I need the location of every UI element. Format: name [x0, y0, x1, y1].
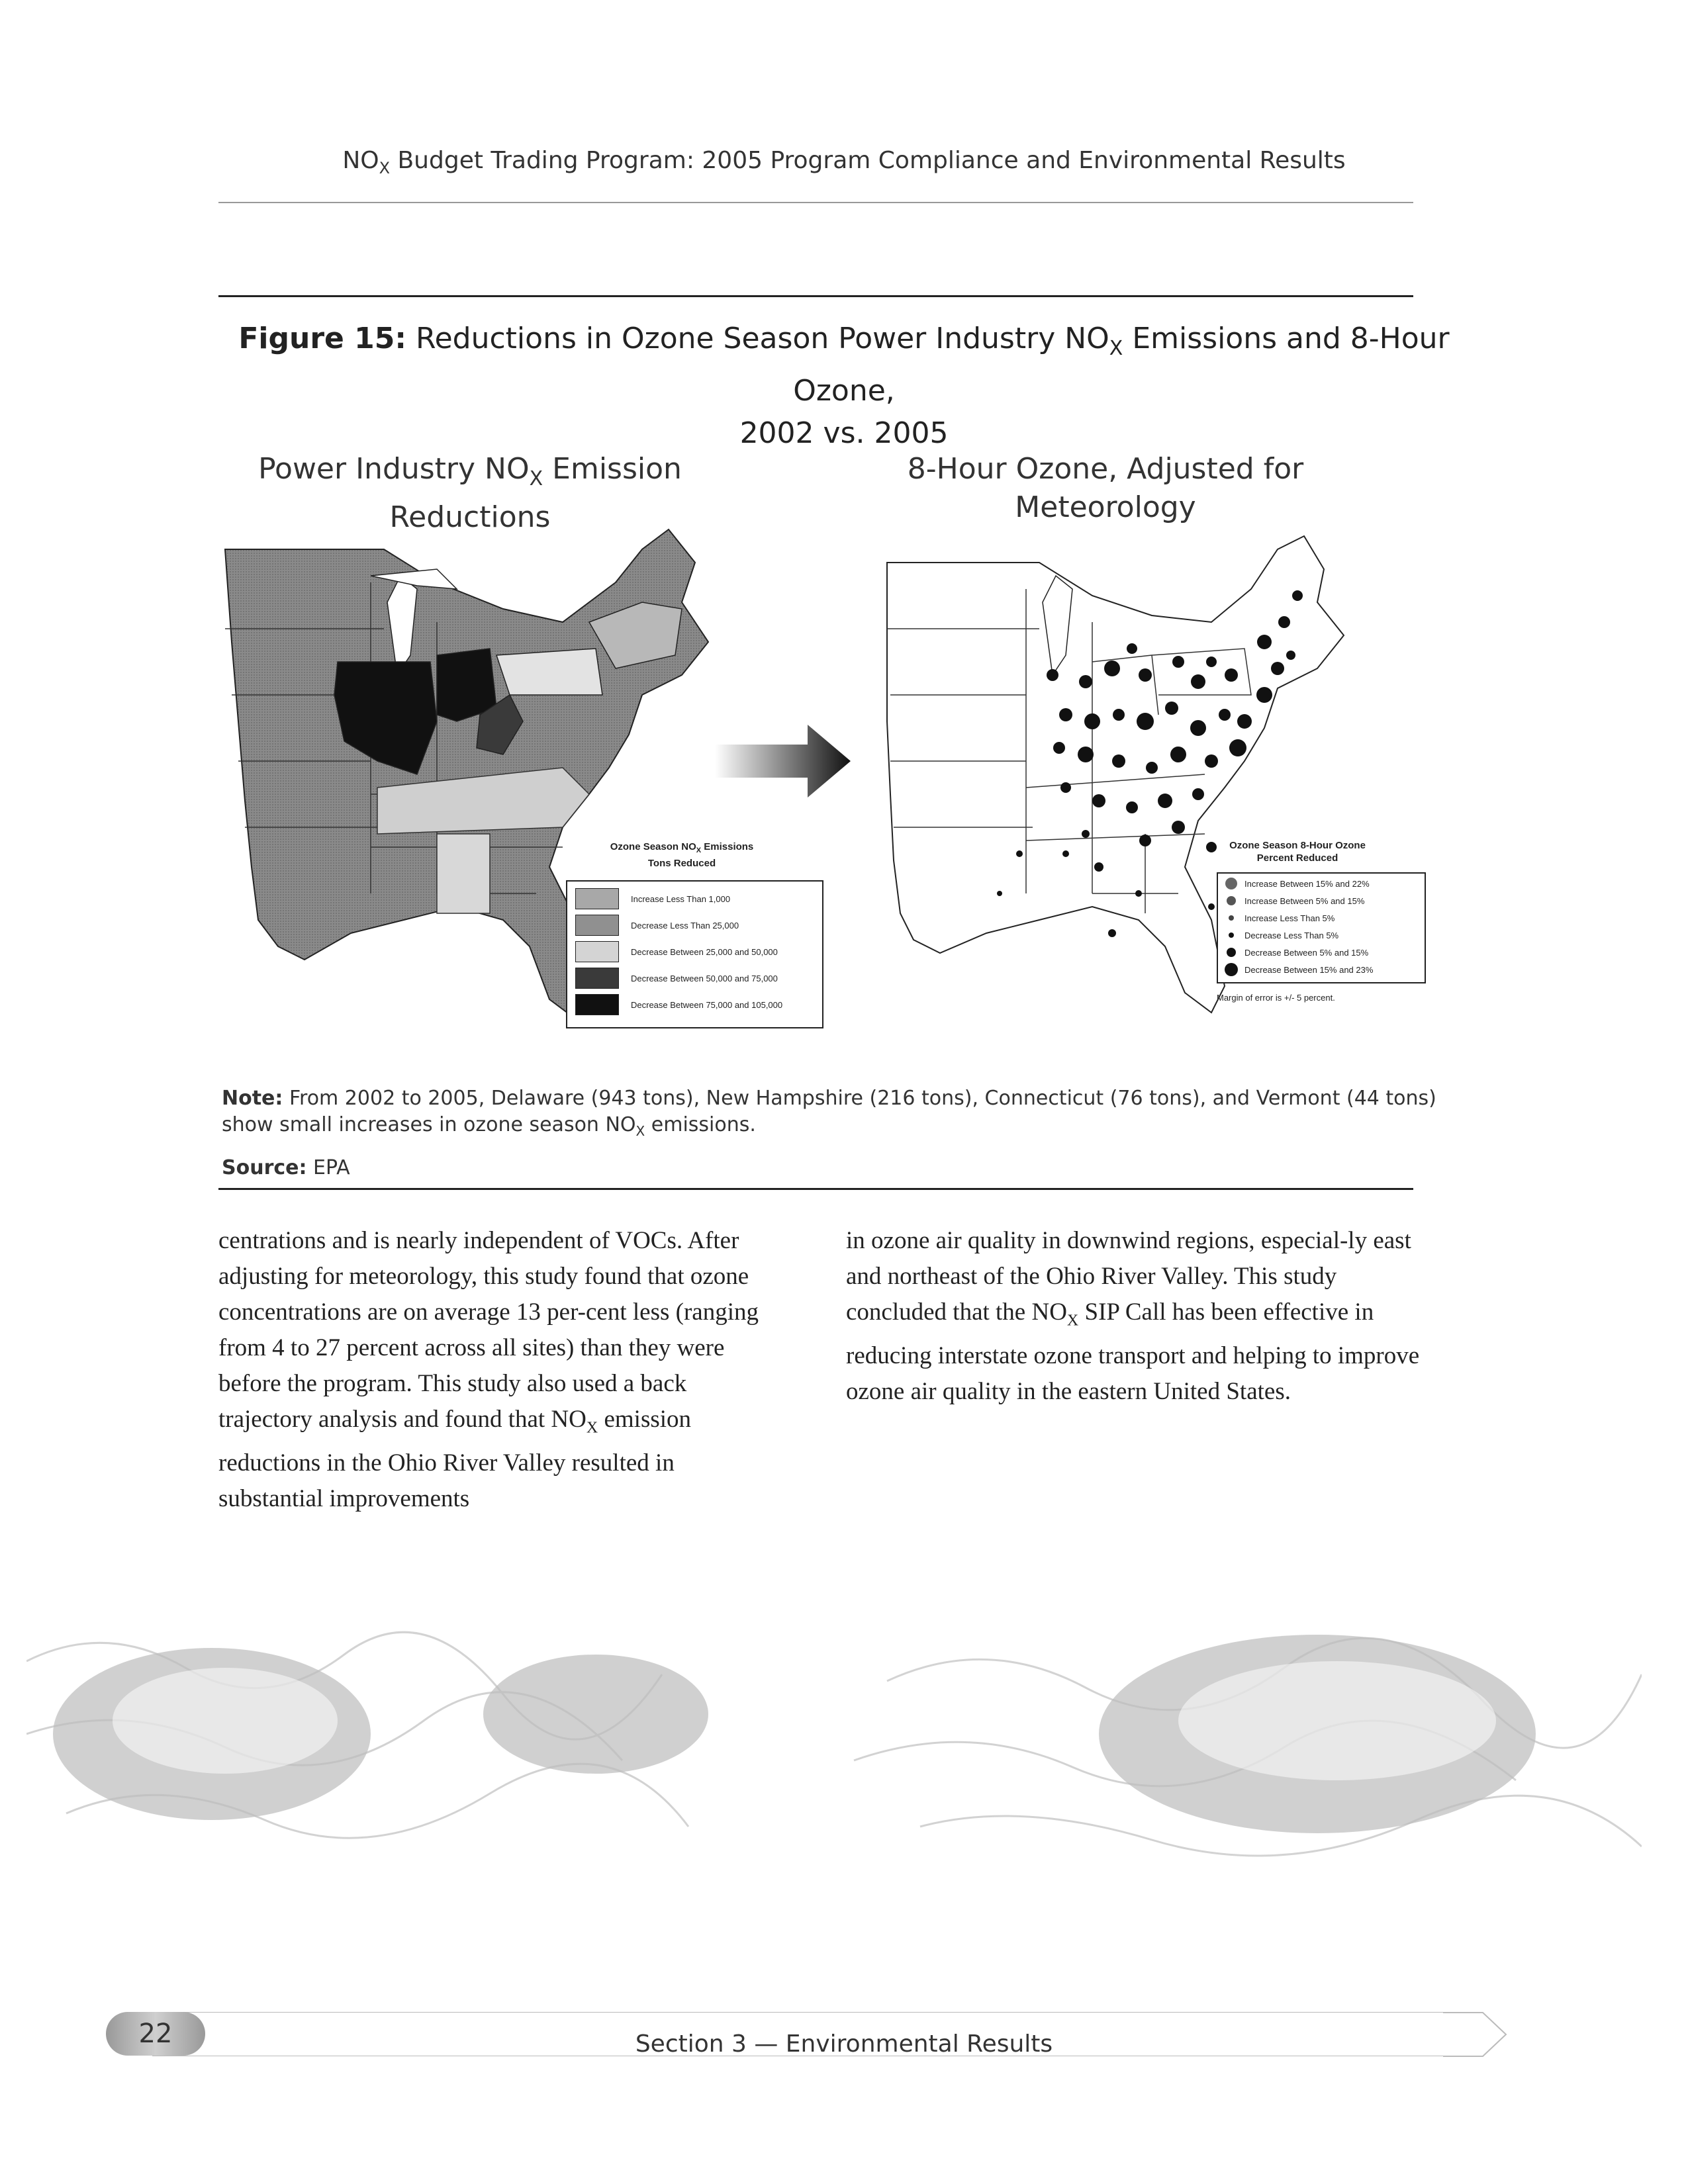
figure-bottom-rule [218, 1188, 1413, 1190]
legend-dot [1218, 933, 1244, 938]
header-title-sub: X [379, 159, 391, 178]
header-divider [218, 202, 1413, 203]
header-title-pre: NO [342, 147, 379, 174]
left-caption-line2: Reductions [389, 500, 551, 534]
source-label: Source: [222, 1156, 307, 1179]
right-legend-title [1198, 839, 1397, 864]
left-legend-title [569, 841, 794, 870]
right-legend-item [1218, 927, 1425, 944]
right-legend-item [1218, 892, 1425, 909]
running-header [0, 147, 1688, 177]
page-number: 22 [106, 2012, 205, 2056]
legend-label: Decrease Between 5% and 15% [1244, 947, 1369, 958]
left-legend-title-sub: X [696, 846, 702, 854]
col1-text-b: emission reductions in the Ohio River Valley resulted in substantial improvements [218, 1406, 692, 1513]
legend-label: Decrease Between 75,000 and 105,000 [631, 999, 783, 1010]
left-caption-sub: X [529, 467, 543, 490]
right-legend-title-line2: Percent Reduced [1256, 852, 1338, 864]
right-caption-line1: 8-Hour Ozone, Adjusted for [907, 452, 1304, 486]
left-caption-post: Emission [543, 452, 682, 486]
right-caption-line2: Meteorology [1015, 490, 1196, 524]
left-legend-title-post: Emissions [701, 841, 754, 852]
legend-label: Increase Less Than 5% [1244, 913, 1335, 923]
legend-dot [1218, 948, 1244, 957]
source-text: EPA [306, 1156, 350, 1179]
source-line [222, 1155, 1479, 1181]
note-text-pre: From 2002 to 2005, Delaware (943 tons), New Hampshire (216 tons), Connecticut (76 tons), and Vermont (44 tons) show small increases in ozone season NO [222, 1087, 1436, 1136]
col1-sub: X [586, 1419, 598, 1437]
legend-label: Decrease Between 50,000 and 75,000 [631, 973, 778, 983]
header-title-post: Budget Trading Program: 2005 Program Compliance and Environmental Results [390, 147, 1346, 174]
left-legend-item [567, 912, 822, 938]
legend-dot [1218, 896, 1244, 905]
left-legend-item [567, 965, 822, 991]
figure-note [222, 1085, 1479, 1181]
right-legend [1217, 872, 1426, 983]
footer-section: Section 3 — Environmental Results [635, 2030, 1053, 2058]
legend-label: Decrease Between 15% and 23% [1244, 964, 1374, 975]
figure-top-rule [218, 295, 1413, 297]
legend-swatch [575, 888, 619, 909]
col1-text-a: centrations and is nearly independent of VOCs. After adjusting for meteorology, this study found that ozone concentrations are on average 13 per-cent less (ranging from 4 to 27 percent across all sites) than they were before the program. This study also used a back trajectory analysis and found that NO [218, 1227, 759, 1433]
legend-swatch [575, 968, 619, 989]
right-legend-item [1218, 961, 1425, 978]
col2-text-a: in ozone air quality in downwind regions, especial-ly east and northeast of the Ohio River Valley. This study concluded that the NO [846, 1227, 1411, 1326]
col2-text-b: SIP Call has been effective in reducing interstate ozone transport and helping to improve ozone air quality in the eastern United States. [846, 1298, 1420, 1406]
legend-dot [1218, 915, 1244, 921]
figure-title-post: Emissions and 8-Hour Ozone, [793, 322, 1450, 408]
pa-region [496, 649, 602, 695]
figure-title-sub: X [1109, 336, 1123, 360]
legend-label: Increase Between 15% and 22% [1244, 878, 1370, 889]
left-legend-title-line2: Tons Reduced [647, 858, 716, 869]
left-caption-pre: Power Industry NO [258, 452, 530, 486]
decorative-background-map [26, 1562, 1642, 1893]
figure-title-pre: Reductions in Ozone Season Power Industry NO [406, 322, 1109, 355]
left-legend-title-pre: Ozone Season NO [610, 841, 696, 852]
legend-swatch [575, 941, 619, 962]
legend-swatch [575, 994, 619, 1015]
right-map-caption [841, 450, 1370, 527]
left-legend-item [567, 886, 822, 912]
legend-swatch [575, 915, 619, 936]
figure-title [199, 318, 1489, 455]
body-column-1 [218, 1223, 774, 1517]
right-legend-item [1218, 909, 1425, 927]
legend-dot [1218, 878, 1244, 889]
right-arrow-icon [715, 721, 854, 801]
footer-divider-top [152, 2012, 1443, 2013]
right-legend-item [1218, 944, 1425, 961]
legend-label: Decrease Less Than 5% [1244, 930, 1339, 940]
col2-sub: X [1066, 1312, 1079, 1330]
legend-label: Decrease Less Than 25,000 [631, 920, 739, 931]
legend-label: Increase Less Than 1,000 [631, 893, 731, 904]
left-legend [566, 880, 823, 1028]
figure-label: Figure 15: [238, 322, 407, 355]
note-text-post: emissions. [645, 1113, 756, 1136]
note-text-sub: X [635, 1123, 645, 1139]
left-legend-item [567, 991, 822, 1018]
right-legend-item [1218, 875, 1425, 892]
figure-title-line2: 2002 vs. 2005 [739, 416, 949, 450]
margin-of-error-note: Margin of error is +/- 5 percent. [1217, 993, 1335, 1003]
right-legend-title-line1: Ozone Season 8-Hour Ozone [1229, 840, 1366, 851]
note-label: Note: [222, 1087, 283, 1110]
legend-label: Increase Between 5% and 15% [1244, 895, 1365, 906]
left-legend-item [567, 938, 822, 965]
body-column-2 [846, 1223, 1429, 1410]
legend-dot [1218, 963, 1244, 976]
legend-label: Decrease Between 25,000 and 50,000 [631, 946, 778, 957]
